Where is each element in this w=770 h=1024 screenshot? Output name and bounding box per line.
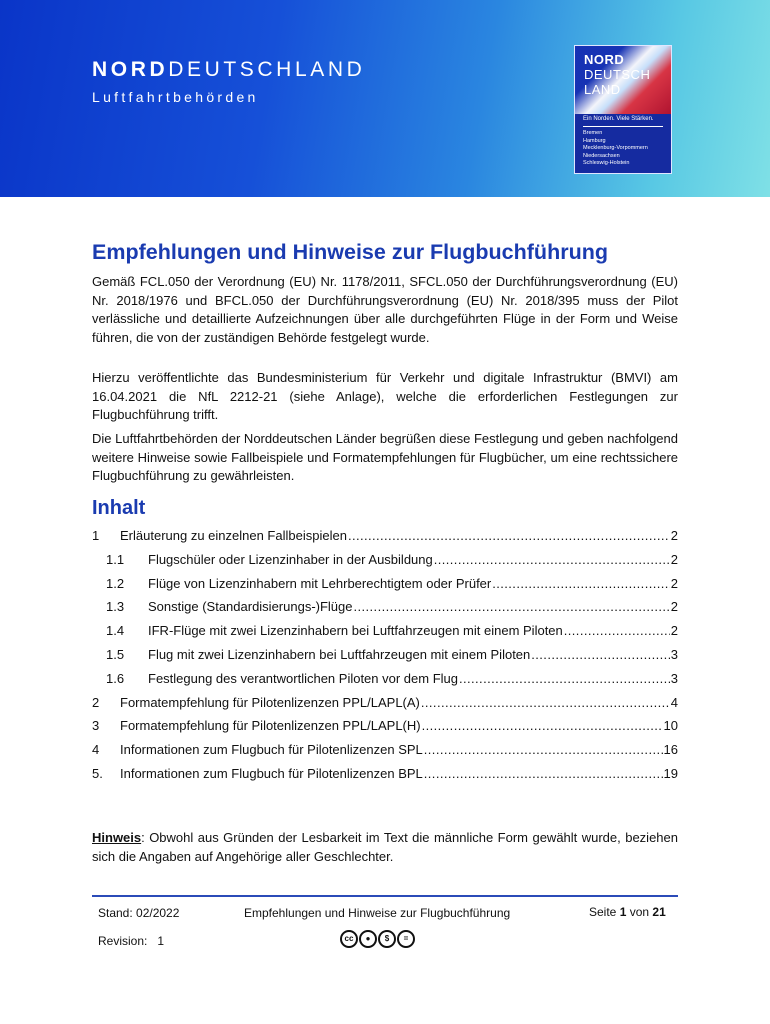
toc-entry-page: 2	[670, 576, 678, 591]
toc-entry-title: Festlegung des verantwortlichen Piloten vor dem Flug	[148, 671, 458, 686]
page-total: 21	[652, 905, 666, 919]
footer-revision: Revision: 1	[98, 934, 165, 948]
toc-entry-title: IFR-Flüge mit zwei Lizenzinhabern bei Luftfahrzeugen mit einem Piloten	[148, 623, 563, 638]
purpose-paragraph: Die Luftfahrtbehörden der Norddeutschen Länder begrüßen diese Festlegung und geben nachfolgend weitere Hinweise sowie Fallbeispiele und Formatempfehlungen für Flugbücher, um eine rechtssichere Flugbuchführung zu gewährleisten.	[92, 431, 678, 483]
cc-icon: cc	[340, 930, 358, 948]
toc-leader	[531, 646, 670, 664]
toc-leader	[422, 717, 663, 735]
logo-wordmark	[575, 46, 671, 97]
page-mid: von	[626, 905, 653, 919]
logo-line-1: NORD	[584, 52, 625, 67]
toc-entry[interactable]	[106, 622, 678, 640]
brand	[92, 58, 365, 105]
toc-entry-number: 5.	[92, 766, 103, 781]
logo-state: Mecklenburg-Vorpommern	[583, 145, 648, 151]
toc-entry-number: 1.2	[106, 576, 125, 591]
note-text: : Obwohl aus Gründen der Lesbarkeit im Text die männliche Form gewählt wurde, beziehen sich die Angaben auf Angehörige aller Geschlechter.	[92, 830, 678, 864]
toc-entry-page: 10	[663, 718, 678, 733]
toc-entry-number: 1.4	[106, 623, 125, 638]
logo-tagline: Ein Norden. Viele Stärken.	[583, 116, 654, 122]
toc-entry-title: Informationen zum Flugbuch für Pilotenlizenzen BPL	[120, 766, 423, 781]
footer-document-title: Empfehlungen und Hinweise zur Flugbuchführung	[244, 906, 511, 920]
footer-stand: Stand: 02/2022	[98, 906, 180, 920]
toc-entry-title: Flug mit zwei Lizenzinhabern bei Luftfahrzeugen mit einem Piloten	[148, 647, 531, 662]
toc-heading: Inhalt	[92, 497, 146, 519]
logo-state: Niedersachsen	[583, 152, 620, 159]
gender-note	[92, 828, 678, 866]
toc-leader	[492, 575, 670, 593]
logo-lower-panel	[575, 114, 671, 174]
brand-title-rest: DEUTSCHLAND	[168, 58, 366, 81]
toc-entry-page: 2	[670, 552, 678, 567]
nd-icon: =	[397, 930, 415, 948]
note-label: Hinweis	[92, 830, 142, 845]
page-current: 1	[619, 905, 627, 919]
toc-entry-title: Formatempfehlung für Pilotenlizenzen PPL/LAPL(A)	[120, 695, 420, 710]
by-icon: ●	[359, 930, 377, 948]
toc-entry-title: Formatempfehlung für Pilotenlizenzen PPL/LAPL(H)	[120, 718, 421, 733]
toc-leader	[564, 622, 670, 640]
toc-leader	[459, 670, 670, 688]
logo-state: Hamburg	[583, 137, 606, 144]
toc-entry-number: 1.1	[106, 552, 125, 567]
toc-entry-number: 4	[92, 742, 100, 757]
toc-entry-page: 4	[670, 695, 678, 710]
norddeutschland-logo	[574, 45, 672, 174]
toc-entry[interactable]	[92, 741, 678, 759]
bmvi-paragraph: Hierzu veröffentlichte das Bundesministerium für Verkehr und digitale Infrastruktur (BMVI) am 16.04.2021 die NfL 2212-21 (siehe Anlage), welche die erforderlichen Festlegungen zur Flugbuchführung trifft.	[92, 370, 678, 422]
toc-entry[interactable]	[106, 575, 678, 593]
toc-entry-page: 2	[670, 528, 678, 543]
toc-leader	[424, 741, 663, 759]
toc-entry-page: 16	[663, 742, 678, 757]
logo-state: Schleswig-Holstein	[583, 160, 630, 166]
toc-entry[interactable]	[106, 551, 678, 569]
footer-page-number	[589, 905, 666, 919]
toc-entry-number: 1	[92, 528, 100, 543]
logo-states-list	[583, 130, 648, 168]
license-badge	[340, 930, 415, 948]
toc-entry-title: Erläuterung zu einzelnen Fallbeispielen	[120, 528, 347, 543]
toc-entry[interactable]	[106, 598, 678, 616]
toc-entry-title: Informationen zum Flugbuch für Pilotenlizenzen SPL	[120, 742, 423, 757]
toc-entry-page: 2	[670, 599, 678, 614]
toc-leader	[424, 765, 663, 783]
toc-entry-page: 2	[670, 623, 678, 638]
toc-entry-number: 1.6	[106, 671, 125, 686]
toc-entry-number: 2	[92, 695, 100, 710]
page-prefix: Seite	[589, 905, 620, 919]
toc-entry[interactable]	[92, 694, 678, 712]
toc-entry-page: 19	[663, 766, 678, 781]
brand-title-bold: NORD	[92, 58, 169, 81]
logo-line-2: DEUTSCH	[584, 67, 651, 82]
toc-leader	[434, 551, 670, 569]
footer-divider	[92, 895, 678, 897]
toc-leader	[354, 598, 670, 616]
toc-leader	[421, 694, 670, 712]
toc-entry[interactable]	[92, 717, 678, 735]
logo-line-3: LAND	[584, 82, 621, 97]
header-banner	[0, 0, 770, 197]
toc-entry-page: 3	[670, 647, 678, 662]
brand-title	[92, 58, 365, 82]
toc-entry-title: Flugschüler oder Lizenzinhaber in der Ausbildung	[148, 552, 433, 567]
toc-entry-page: 3	[670, 671, 678, 686]
toc-entry[interactable]	[92, 527, 678, 545]
logo-divider	[583, 126, 663, 127]
nc-icon: $	[378, 930, 396, 948]
brand-subtitle: Luftfahrtbehörden	[92, 89, 259, 105]
toc-entry-number: 1.3	[106, 599, 125, 614]
document-title: Empfehlungen und Hinweise zur Flugbuchführung	[92, 240, 608, 264]
toc-entry[interactable]	[92, 765, 678, 783]
toc-leader	[348, 527, 670, 545]
toc-entry-number: 1.5	[106, 647, 125, 662]
toc-entry-title: Sonstige (Standardisierungs-)Flüge	[148, 599, 353, 614]
logo-state: Bremen	[583, 130, 603, 136]
toc-entry[interactable]	[106, 670, 678, 688]
toc-entry[interactable]	[106, 646, 678, 664]
toc-entry-number: 3	[92, 718, 100, 733]
intro-paragraph: Gemäß FCL.050 der Verordnung (EU) Nr. 1178/2011, SFCL.050 der Durchführungsverordnung (EU) Nr. 2018/1976 und BFCL.050 der Durchführungsverordnung (EU) Nr. 2018/395 muss der Pilot verlässliche und detaillierte Aufzeichnungen über alle durchgeführten Flüge in der Form und Weise führen, die von der zuständigen Behörde festgelegt wurde.	[92, 274, 678, 345]
toc-entry-title: Flüge von Lizenzinhabern mit Lehrberechtigtem oder Prüfer	[148, 576, 492, 591]
